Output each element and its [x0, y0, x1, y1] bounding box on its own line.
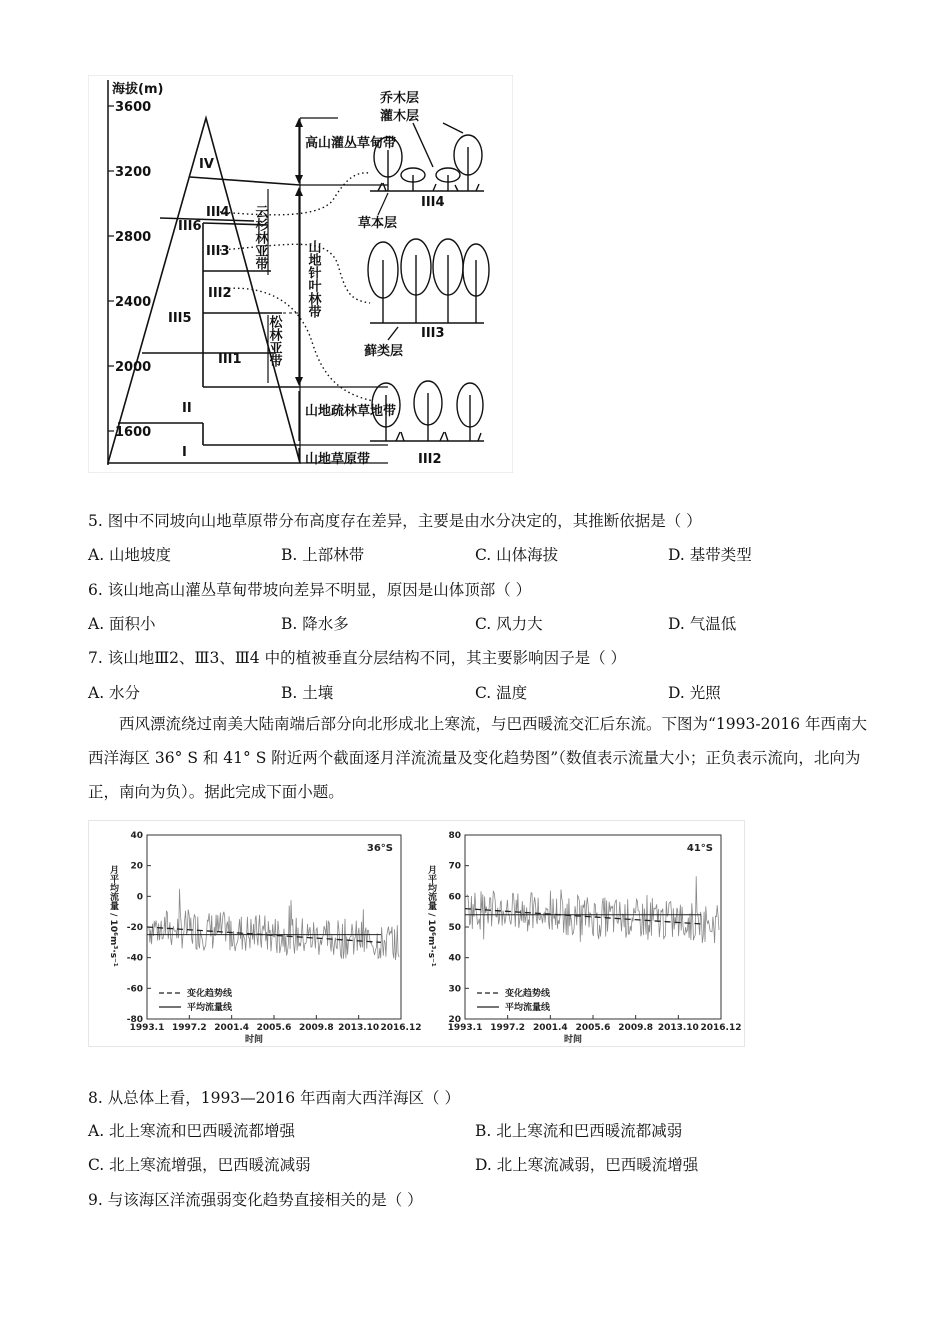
x-tick-label: 2013.10 [657, 1023, 699, 1033]
y-tick-label: 30 [448, 984, 461, 995]
y-tick-label: -40 [126, 953, 143, 964]
x-tick-label: 2001.4 [214, 1023, 250, 1033]
q6-option-a: A. 面积小 [88, 615, 156, 633]
belt-alpine: 高山灌丛草甸带 [305, 136, 397, 151]
y-tick-label: 2000 [115, 360, 152, 375]
x-tick-label: 1993.1 [447, 1023, 483, 1033]
y-tick-label: 0 [136, 892, 143, 903]
x-tick-label: 2013.10 [338, 1023, 380, 1033]
zone-III1: III1 [218, 352, 242, 367]
monthly-flow-line [149, 889, 399, 960]
y-tick-label: 20 [130, 861, 143, 872]
belt-conifer: 山地针叶林带 [305, 240, 321, 318]
legend-mean-label: 平均流量线 [187, 1003, 233, 1013]
belt-spruce: 云杉林亚带 [252, 205, 268, 270]
y-tick-label: 1600 [115, 425, 152, 440]
q5-option-d: D. 基带类型 [668, 546, 752, 564]
label-iii3: III3 [421, 326, 445, 341]
y-tick-label: 40 [130, 831, 143, 841]
zone-III5: III5 [168, 311, 192, 326]
q8-option-d: D. 北上寒流减弱，巴西暖流增强 [475, 1156, 699, 1174]
y-tick-label: 2800 [115, 230, 152, 245]
q7-option-c: C. 温度 [475, 684, 528, 702]
y-tick-label: 50 [448, 923, 461, 933]
legend-trend-label: 变化趋势线 [187, 989, 233, 999]
q5-option-a: A. 山地坡度 [88, 546, 172, 564]
x-tick-label: 1997.2 [490, 1023, 526, 1033]
plot-frame [465, 835, 721, 1019]
current-flow-charts [89, 821, 744, 1046]
panel-title: 41°S [686, 843, 713, 854]
y-tick-label: 40 [448, 953, 461, 964]
label-iii4: III4 [421, 195, 445, 210]
q8-option-c: C. 北上寒流增强，巴西暖流减弱 [88, 1156, 311, 1174]
label-arbor: 乔木层 [380, 91, 420, 106]
y-axis-label: 月平均流量 / 10⁶m³·s⁻¹ [426, 865, 436, 967]
y-tick-label: 3600 [115, 100, 152, 115]
x-tick-label: 1997.2 [171, 1023, 207, 1033]
belt-sparse: 山地疏林草地带 [305, 404, 397, 419]
vegetation-zonation-figure [88, 75, 513, 473]
q6-option-c: C. 风力大 [475, 615, 543, 633]
passage: 西风漂流绕过南美大陆南端后部分向北形成北上寒流，与巴西暖流交汇后东流。下图为“1993-2016 年西南大西洋海区 36° S 和 41° S 附近两个截面逐月洋流流量及变化趋势图”（数值表示流量大小；正负表示流向，北向为正，南向为负）。据此完成下面小题。 [88, 715, 867, 801]
question-8: 8. 从总体上看，1993—2016 年西南大西洋海区（ ） [88, 1089, 460, 1107]
belt-pine: 松林亚带 [266, 315, 282, 367]
y-tick-label: 3200 [115, 165, 152, 180]
zone-I: I [182, 445, 187, 460]
y-tick-label: -80 [126, 1015, 143, 1025]
q5-option-c: C. 山体海拔 [475, 546, 559, 564]
q8-option-b: B. 北上寒流和巴西暖流都减弱 [475, 1122, 683, 1140]
q7-option-d: D. 光照 [668, 684, 721, 702]
question-9: 9. 与该海区洋流强弱变化趋势直接相关的是（ ） [88, 1191, 423, 1209]
q8-option-a: A. 北上寒流和巴西暖流都增强 [88, 1122, 296, 1140]
x-axis-label: 时间 [244, 1035, 264, 1045]
zone-III2: III2 [208, 286, 232, 301]
q5-option-b: B. 上部林带 [281, 546, 365, 564]
legend-mean-label: 平均流量线 [505, 1003, 551, 1013]
x-tick-label: 2009.8 [298, 1023, 334, 1033]
x-tick-label: 2005.6 [575, 1023, 611, 1033]
question-7: 7. 该山地Ⅲ2、Ⅲ3、Ⅲ4 中的植被垂直分层结构不同，其主要影响因子是（ ） [88, 649, 626, 667]
x-tick-label: 2009.8 [618, 1023, 654, 1033]
y-tick-label: 80 [448, 831, 461, 841]
q6-option-b: B. 降水多 [281, 615, 349, 633]
label-herb: 草本层 [358, 216, 398, 231]
label-iii2: III2 [418, 452, 442, 467]
legend-trend-label: 变化趋势线 [505, 989, 551, 999]
y-tick-label: -20 [126, 923, 143, 933]
y-tick-label: 70 [448, 861, 461, 872]
question-5: 5. 图中不同坡向山地草原带分布高度存在差异，主要是由水分决定的，其推断依据是（ ） [88, 512, 702, 530]
q7-option-b: B. 土壤 [281, 684, 334, 702]
monthly-flow-line [467, 876, 719, 943]
y-tick-label: 20 [448, 1015, 461, 1025]
y-tick-label: -60 [126, 984, 143, 995]
question-6: 6. 该山地高山灌丛草甸带坡向差异不明显，原因是山体顶部（ ） [88, 581, 532, 599]
label-moss: 藓类层 [364, 344, 404, 359]
x-tick-label: 2001.4 [532, 1023, 568, 1033]
x-tick-label: 1993.1 [129, 1023, 165, 1033]
zone-III6: III6 [178, 219, 202, 234]
q6-option-d: D. 气温低 [668, 615, 737, 633]
y-axis-title: 海拔(m) [112, 82, 164, 97]
belt-steppe: 山地草原带 [305, 452, 371, 467]
zone-III3: III3 [206, 244, 230, 259]
zone-III4: III4 [206, 205, 230, 220]
zone-II: II [182, 401, 192, 416]
current-flow-figure [88, 820, 745, 1047]
x-tick-label: 2016.12 [380, 1023, 422, 1033]
zone-IV: IV [199, 157, 214, 172]
y-tick-label: 60 [448, 892, 461, 903]
label-shrub: 灌木层 [380, 109, 420, 124]
x-tick-label: 2016.12 [700, 1023, 742, 1033]
panel-title: 36°S [366, 843, 393, 854]
x-axis-label: 时间 [563, 1035, 583, 1045]
q7-option-a: A. 水分 [88, 684, 141, 702]
x-tick-label: 2005.6 [256, 1023, 292, 1033]
y-axis-label: 月平均流量 / 10⁶m³·s⁻¹ [108, 865, 118, 967]
y-tick-label: 2400 [115, 295, 152, 310]
